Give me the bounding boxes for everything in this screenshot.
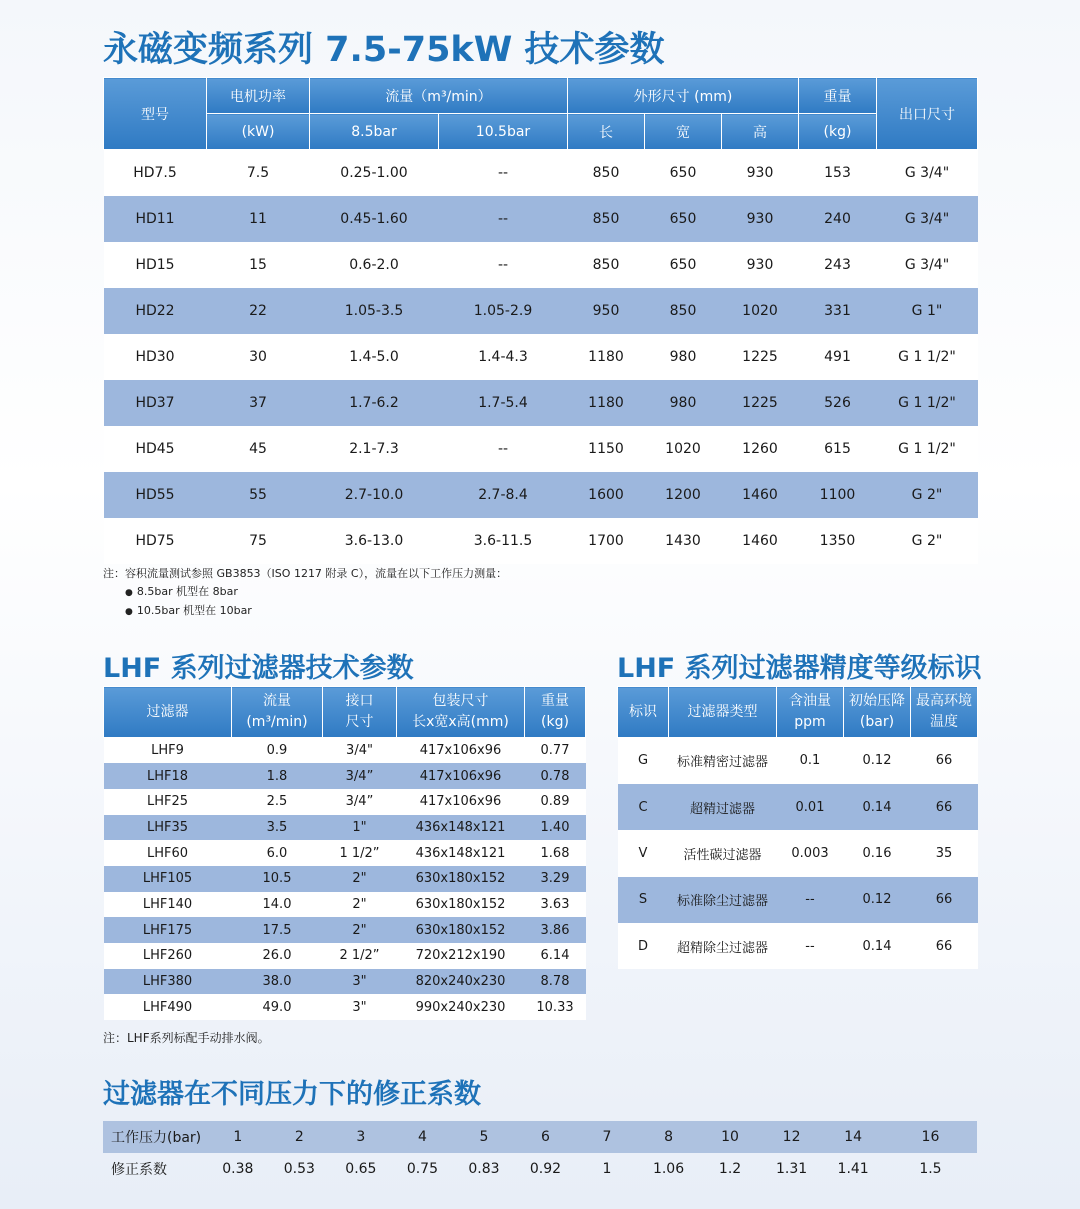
table-row (104, 334, 978, 380)
table-cell: 1180 (568, 334, 645, 380)
table-cell: -- (777, 923, 844, 969)
table-cell: 38.0 (232, 969, 323, 995)
table-cell: 0.12 (844, 738, 911, 784)
table-cell: 0.14 (844, 923, 911, 969)
table-cell: 850 (568, 150, 645, 196)
header-flow (232, 687, 323, 738)
table-row (618, 830, 978, 876)
header-oil (777, 687, 844, 738)
table-cell: 1225 (722, 380, 799, 426)
table-cell: 990x240x230 (397, 994, 525, 1020)
header-width: 宽 (645, 114, 722, 150)
table-cell: 17.5 (232, 917, 323, 943)
table-cell: 526 (799, 380, 877, 426)
table-row (104, 917, 586, 943)
table-cell: HD30 (104, 334, 207, 380)
table-row (104, 288, 978, 334)
table-cell: G (618, 738, 669, 784)
table-cell: HD15 (104, 242, 207, 288)
table-cell: 4 (392, 1121, 454, 1153)
table-cell: 0.65 (345, 1161, 377, 1177)
table-cell: 1350 (799, 518, 877, 564)
table-cell: HD11 (104, 196, 207, 242)
table-cell: 720x212x190 (397, 943, 525, 969)
table-cell: 0.78 (525, 763, 586, 789)
header-model: 型号 (104, 78, 207, 150)
table-cell: 2 (269, 1121, 331, 1153)
table-cell: 5 (453, 1121, 515, 1153)
table-cell: 0.77 (525, 738, 586, 764)
table-cell: 55 (207, 472, 310, 518)
table-cell: LHF490 (104, 994, 232, 1020)
header-weight: 重量 (799, 78, 877, 114)
header-power-unit: (kW) (207, 114, 310, 150)
table-cell: 650 (645, 242, 722, 288)
table-cell: 630x180x152 (397, 892, 525, 918)
table-cell: LHF260 (104, 943, 232, 969)
header-flow-85: 8.5bar (310, 114, 439, 150)
table-cell: 49.0 (232, 994, 323, 1020)
table-cell: 650 (645, 196, 722, 242)
table-cell: C (618, 784, 669, 830)
table-cell: LHF105 (104, 866, 232, 892)
table-cell: -- (777, 877, 844, 923)
table-cell: 1700 (568, 518, 645, 564)
table-cell: 1 1/2” (323, 840, 397, 866)
table-cell: G 2" (877, 518, 978, 564)
lhf-table-note: 注：LHF系列标配手动排水阀。 (103, 1031, 270, 1045)
table-cell: 30 (207, 334, 310, 380)
table-cell: 7 (576, 1121, 638, 1153)
table-cell: 3.86 (525, 917, 586, 943)
table-cell: 2 1/2” (323, 943, 397, 969)
table-cell: 331 (799, 288, 877, 334)
table-cell: 930 (722, 196, 799, 242)
table-row (104, 242, 978, 288)
header-pack-sub: 长x宽x高(mm) (412, 714, 509, 730)
table-cell: 10.5 (232, 866, 323, 892)
table-cell: 650 (645, 150, 722, 196)
table-row (104, 943, 586, 969)
table-cell: 26.0 (232, 943, 323, 969)
table-cell: 0.38 (222, 1161, 254, 1177)
table-cell: 1.4-5.0 (310, 334, 439, 380)
table-row (618, 738, 978, 784)
table-row (104, 994, 586, 1020)
table-row (104, 866, 586, 892)
table-cell: 0.25-1.00 (310, 150, 439, 196)
header-port-label: 接口 (345, 693, 374, 709)
bullet-item: ● 10.5bar 机型在 10bar (125, 602, 252, 621)
factor-row (103, 1153, 977, 1185)
table-cell: 3 (330, 1121, 392, 1153)
table-cell: G 1" (877, 288, 978, 334)
table-cell: 850 (568, 242, 645, 288)
table-cell: 6.0 (232, 840, 323, 866)
page-title: 永磁变频系列 7.5-75kW 技术参数 (103, 30, 665, 70)
table-row (104, 738, 586, 764)
table-cell: 1.05-2.9 (439, 288, 568, 334)
table-cell: 417x106x96 (397, 789, 525, 815)
table-cell: 1.2 (718, 1161, 742, 1177)
table-cell: 2.1-7.3 (310, 426, 439, 472)
table-cell: LHF18 (104, 763, 232, 789)
table-cell: G 1 1/2" (877, 334, 978, 380)
table-cell: 2" (323, 917, 397, 943)
table-cell: LHF9 (104, 738, 232, 764)
header-pack-label: 包装尺寸 (432, 693, 489, 709)
table-row (104, 789, 586, 815)
table-cell: 980 (645, 380, 722, 426)
header-weight-unit: (kg) (799, 114, 877, 150)
header-weight-unit: (kg) (541, 714, 569, 730)
table-cell: 240 (799, 196, 877, 242)
table-cell: 活性碳过滤器 (669, 830, 777, 876)
table-cell: -- (439, 426, 568, 472)
table-row (104, 380, 978, 426)
table-cell: 3/4” (323, 763, 397, 789)
header-dims: 外形尺寸 (mm) (568, 78, 799, 114)
table-cell: 820x240x230 (397, 969, 525, 995)
table-cell: 436x148x121 (397, 815, 525, 841)
table-cell: 2.5 (232, 789, 323, 815)
header-type: 过滤器类型 (669, 687, 777, 738)
table-cell: 66 (911, 923, 978, 969)
table-cell: 2.7-8.4 (439, 472, 568, 518)
header-flow-105: 10.5bar (439, 114, 568, 150)
table-cell: 1150 (568, 426, 645, 472)
table-cell: 8.78 (525, 969, 586, 995)
table-cell: 1.41 (837, 1161, 869, 1177)
table-cell: 3/4" (323, 738, 397, 764)
table-cell: 1200 (645, 472, 722, 518)
table-cell: 1.68 (525, 840, 586, 866)
table-cell: LHF140 (104, 892, 232, 918)
table-cell: 0.16 (844, 830, 911, 876)
header-length: 长 (568, 114, 645, 150)
table-cell: LHF60 (104, 840, 232, 866)
table-cell: 417x106x96 (397, 738, 525, 764)
main-table-note: 注：容积流量测试参照 GB3853（ISO 1217 附录 C），流量在以下工作压力测量： (103, 567, 508, 580)
table-cell: 491 (799, 334, 877, 380)
table-cell: 630x180x152 (397, 866, 525, 892)
table-cell: 0.6-2.0 (310, 242, 439, 288)
table-cell: D (618, 923, 669, 969)
header-temp (911, 687, 978, 738)
factor-label: 修正系数 (111, 1162, 167, 1178)
table-cell: 1.7-5.4 (439, 380, 568, 426)
table-cell: 8 (638, 1121, 700, 1153)
table-cell: -- (439, 242, 568, 288)
table-cell: 3.6-13.0 (310, 518, 439, 564)
table-cell: 436x148x121 (397, 840, 525, 866)
table-cell: 35 (911, 830, 978, 876)
table-row (104, 196, 978, 242)
header-power: 电机功率 (207, 78, 310, 114)
table-row (104, 150, 978, 196)
table-cell: LHF25 (104, 789, 232, 815)
table-row (618, 877, 978, 923)
table-cell: 1180 (568, 380, 645, 426)
main-table-bullets (125, 583, 252, 621)
motor-spec-table (103, 77, 978, 564)
header-mark: 标识 (618, 687, 669, 738)
table-cell: 950 (568, 288, 645, 334)
table-cell: 0.45-1.60 (310, 196, 439, 242)
table-cell: LHF380 (104, 969, 232, 995)
table-cell: 630x180x152 (397, 917, 525, 943)
pressure-label: 工作压力(bar) (103, 1121, 207, 1153)
header-temp-label: 最高环境 (916, 693, 972, 709)
lhf-spec-table (103, 686, 586, 1020)
header-pressure-label: 初始压降 (849, 693, 905, 709)
table-cell: -- (439, 150, 568, 196)
table-cell: 0.53 (283, 1161, 315, 1177)
table-cell: 153 (799, 150, 877, 196)
table-cell: 1.5 (919, 1161, 942, 1177)
table-cell: 0.003 (777, 830, 844, 876)
table-cell: HD45 (104, 426, 207, 472)
lhf-section-title: LHF 系列过滤器技术参数 (103, 653, 414, 684)
table-cell: 标准精密过滤器 (669, 738, 777, 784)
table-cell: HD22 (104, 288, 207, 334)
table-row (104, 840, 586, 866)
table-cell: 1.7-6.2 (310, 380, 439, 426)
table-cell: HD7.5 (104, 150, 207, 196)
table-cell: 超精过滤器 (669, 784, 777, 830)
header-flow-unit: (m³/min) (246, 714, 308, 730)
table-cell: 417x106x96 (397, 763, 525, 789)
table-cell: 12 (761, 1121, 823, 1153)
table-cell: 980 (645, 334, 722, 380)
table-cell: 10.33 (525, 994, 586, 1020)
table-cell: 66 (911, 784, 978, 830)
table-cell: 22 (207, 288, 310, 334)
table-cell: 1430 (645, 518, 722, 564)
header-flow: 流量（m³/min） (310, 78, 568, 114)
header-outlet: 出口尺寸 (877, 78, 978, 150)
table-cell: 1.06 (652, 1161, 685, 1177)
table-cell: 0.1 (777, 738, 844, 784)
table-cell: 14 (822, 1121, 884, 1153)
table-cell: 75 (207, 518, 310, 564)
table-row (104, 518, 978, 564)
table-row (104, 815, 586, 841)
table-cell: 0.92 (529, 1161, 562, 1177)
table-cell: 615 (799, 426, 877, 472)
table-cell: 1020 (645, 426, 722, 472)
table-cell: LHF175 (104, 917, 232, 943)
header-pressure-unit: (bar) (859, 714, 895, 730)
table-cell: 850 (568, 196, 645, 242)
table-cell: G 1 1/2" (877, 426, 978, 472)
table-cell: S (618, 877, 669, 923)
table-cell: 243 (799, 242, 877, 288)
table-row (618, 923, 978, 969)
table-cell: G 3/4" (877, 150, 978, 196)
table-cell: 10 (699, 1121, 761, 1153)
table-cell: HD55 (104, 472, 207, 518)
table-cell: G 3/4" (877, 242, 978, 288)
grade-spec-table (617, 686, 978, 969)
table-cell: 15 (207, 242, 310, 288)
header-port (323, 687, 397, 738)
correction-section-title: 过滤器在不同压力下的修正系数 (103, 1079, 481, 1110)
table-row (104, 472, 978, 518)
table-cell: 1.40 (525, 815, 586, 841)
header-pack (397, 687, 525, 738)
header-weight (525, 687, 586, 738)
header-temp-sub: 温度 (930, 714, 958, 730)
table-cell: 1600 (568, 472, 645, 518)
table-cell: 1.31 (776, 1161, 808, 1177)
table-row (104, 426, 978, 472)
table-cell: 66 (911, 877, 978, 923)
pressure-row (103, 1121, 977, 1153)
table-cell: 1100 (799, 472, 877, 518)
header-flow-label: 流量 (263, 693, 291, 709)
table-cell: HD37 (104, 380, 207, 426)
table-cell: 0.89 (525, 789, 586, 815)
table-cell: 1020 (722, 288, 799, 334)
correction-table (103, 1121, 977, 1185)
grade-section-title: LHF 系列过滤器精度等级标识 (617, 653, 982, 684)
table-row (104, 969, 586, 995)
table-cell: 1.05-3.5 (310, 288, 439, 334)
table-cell: V (618, 830, 669, 876)
table-cell: 0.75 (406, 1161, 438, 1177)
header-weight-label: 重量 (541, 693, 569, 709)
table-cell: 3.63 (525, 892, 586, 918)
table-cell: 3" (323, 994, 397, 1020)
table-cell: 超精除尘过滤器 (669, 923, 777, 969)
header-oil-label: 含油量 (789, 693, 831, 709)
table-cell: 1.8 (232, 763, 323, 789)
table-cell: 45 (207, 426, 310, 472)
table-cell: G 2" (877, 472, 978, 518)
table-cell: 标准除尘过滤器 (669, 877, 777, 923)
table-cell: 2" (323, 892, 397, 918)
table-cell: -- (439, 196, 568, 242)
table-cell: 2" (323, 866, 397, 892)
table-cell: G 3/4" (877, 196, 978, 242)
table-cell: 1.4-4.3 (439, 334, 568, 380)
table-cell: 1225 (722, 334, 799, 380)
header-pressure (844, 687, 911, 738)
table-cell: 0.01 (777, 784, 844, 830)
table-cell: 3/4” (323, 789, 397, 815)
table-cell: 1 (602, 1161, 612, 1177)
table-cell: 930 (722, 150, 799, 196)
table-cell: 0.9 (232, 738, 323, 764)
table-cell: 1 (207, 1121, 269, 1153)
table-cell: 2.7-10.0 (310, 472, 439, 518)
table-cell: 850 (645, 288, 722, 334)
table-cell: 1260 (722, 426, 799, 472)
table-cell: 7.5 (207, 150, 310, 196)
table-cell: 930 (722, 242, 799, 288)
table-cell: 1" (323, 815, 397, 841)
table-cell: HD75 (104, 518, 207, 564)
table-cell: 3.5 (232, 815, 323, 841)
table-cell: 6.14 (525, 943, 586, 969)
header-port-sub: 尺寸 (345, 714, 374, 730)
table-cell: LHF35 (104, 815, 232, 841)
table-cell: 37 (207, 380, 310, 426)
table-cell: 66 (911, 738, 978, 784)
table-cell: 3" (323, 969, 397, 995)
table-cell: 11 (207, 196, 310, 242)
table-cell: 6 (515, 1121, 577, 1153)
table-cell: 1460 (722, 472, 799, 518)
table-row (104, 892, 586, 918)
table-row (618, 784, 978, 830)
table-cell: 1460 (722, 518, 799, 564)
table-cell: 3.29 (525, 866, 586, 892)
header-oil-unit: ppm (794, 714, 826, 730)
table-cell: 0.83 (468, 1161, 500, 1177)
header-filter: 过滤器 (104, 687, 232, 738)
table-cell: 3.6-11.5 (439, 518, 568, 564)
table-cell: 14.0 (232, 892, 323, 918)
table-cell: G 1 1/2" (877, 380, 978, 426)
table-cell: 0.14 (844, 784, 911, 830)
table-cell: 16 (884, 1121, 977, 1153)
table-cell: 0.12 (844, 877, 911, 923)
bullet-item: ● 8.5bar 机型在 8bar (125, 583, 252, 602)
table-row (104, 763, 586, 789)
header-height: 高 (722, 114, 799, 150)
